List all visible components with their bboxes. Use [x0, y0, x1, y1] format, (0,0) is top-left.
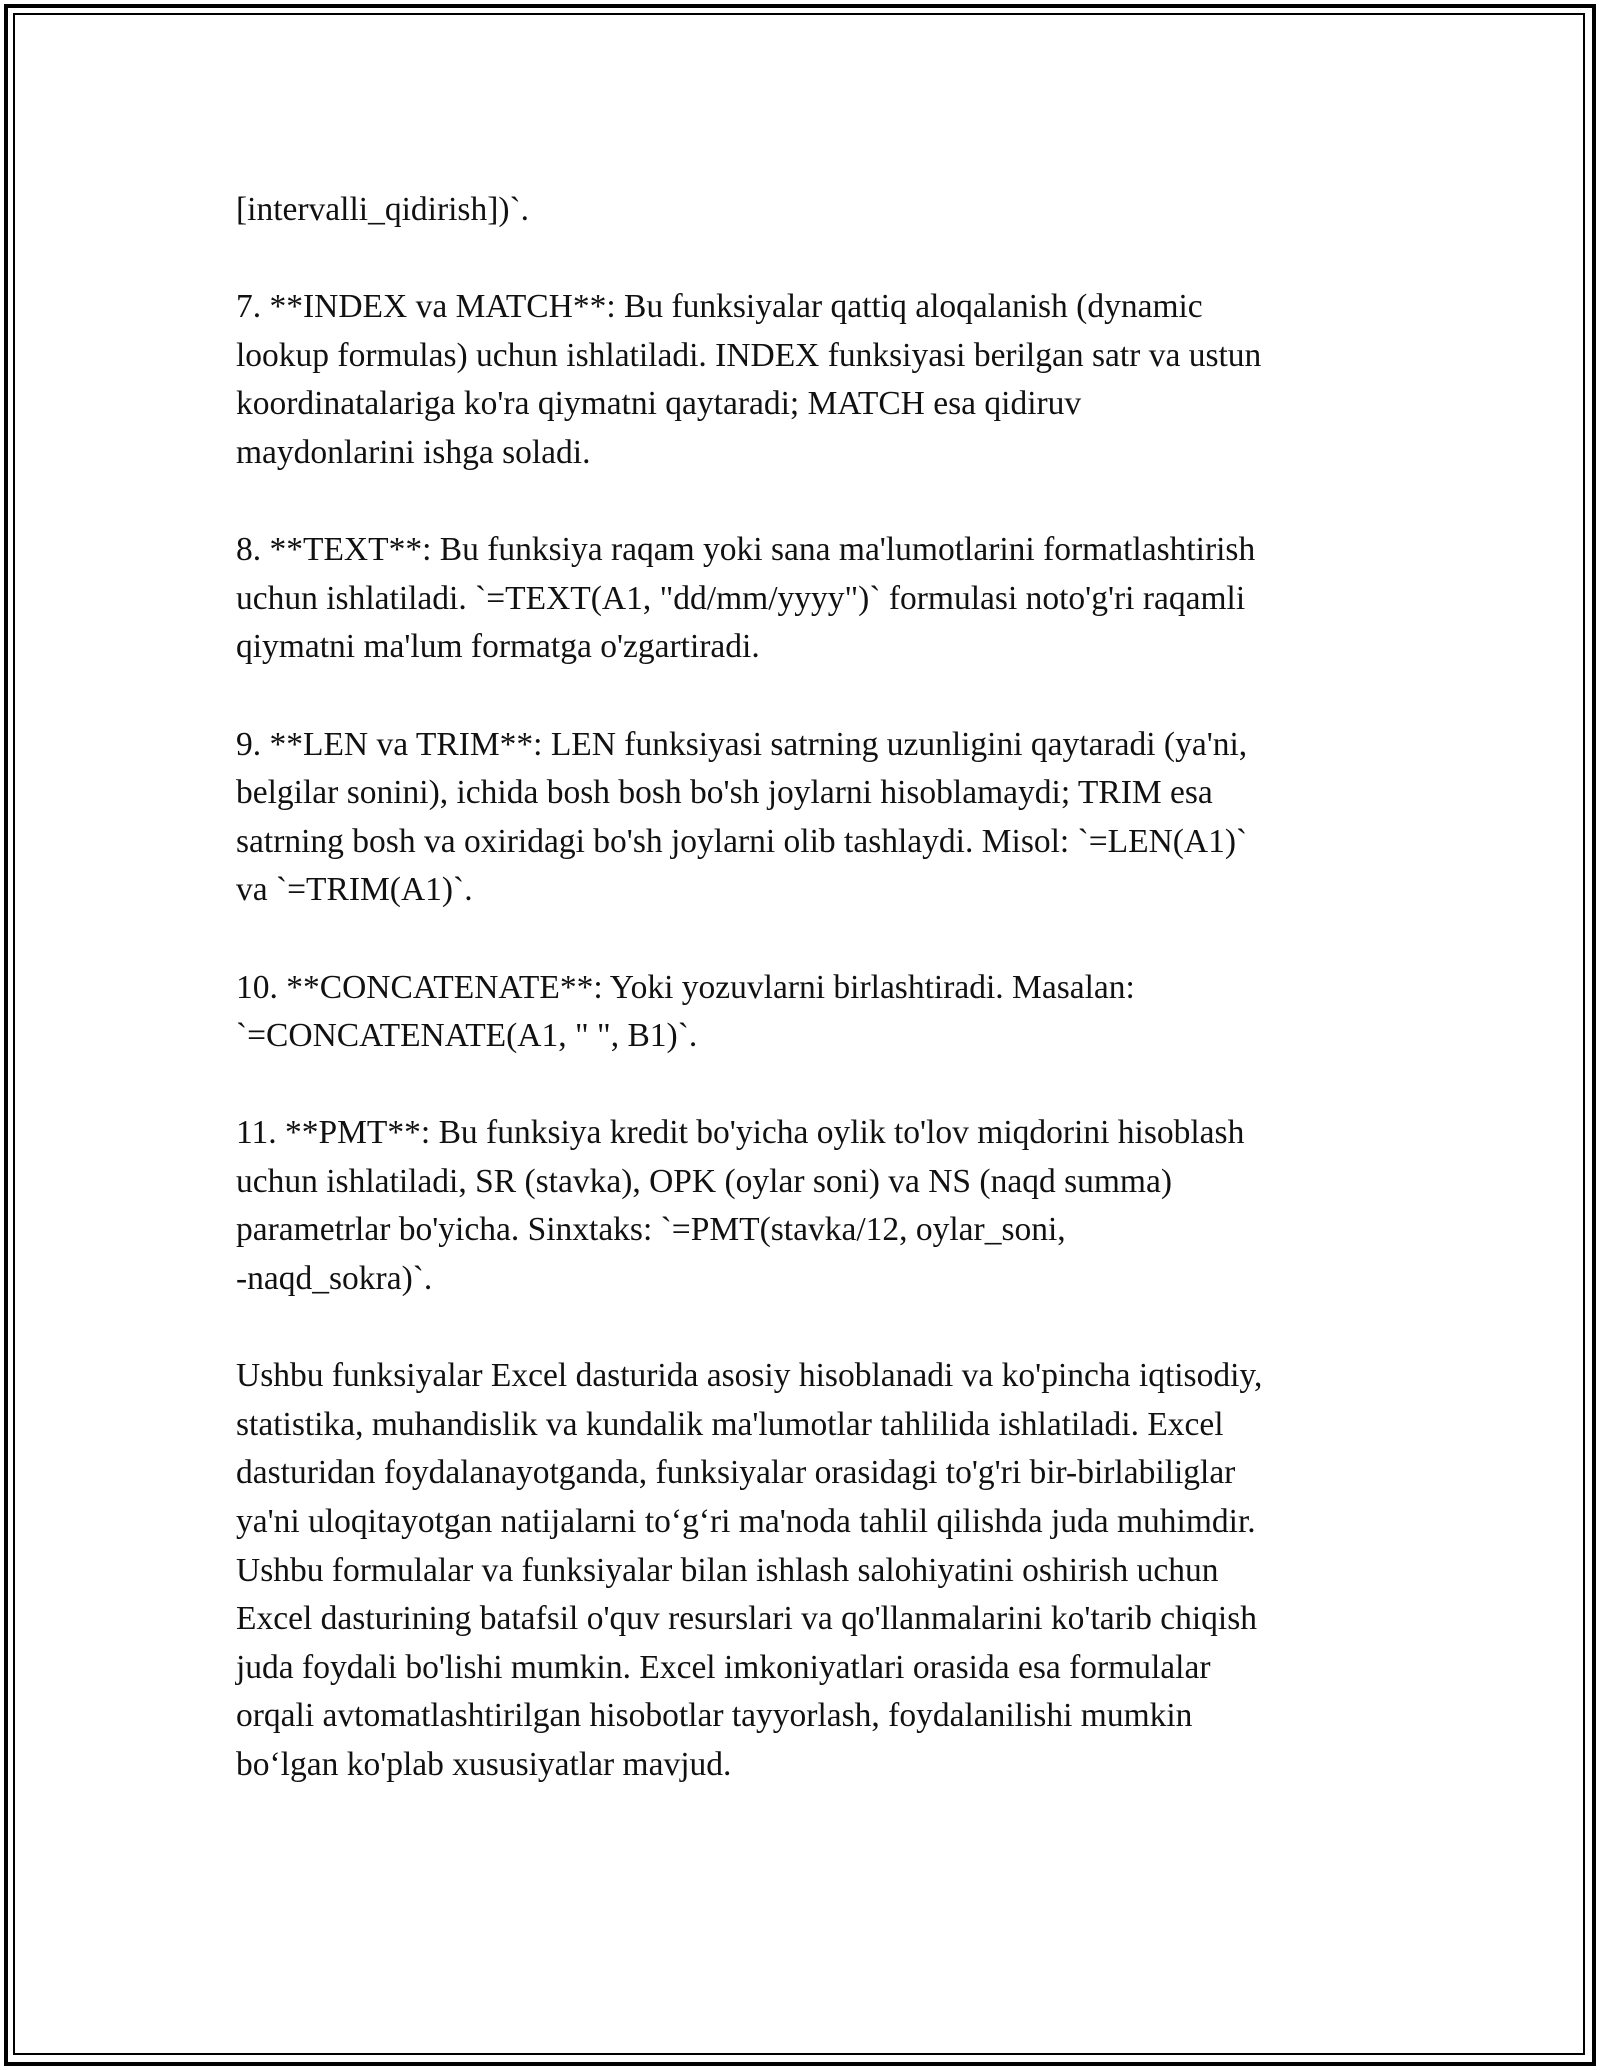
document-body — [236, 186, 1376, 1838]
text-line: 11. **PMT**: Bu funksiya kredit bo'yicha oylik to'lov miqdorini hisoblash — [236, 1114, 1245, 1152]
text-line: satrning bosh va oxiridagi bo'sh joylarni olib tashlaydi. Misol: `=LEN(A1)` — [236, 822, 1248, 860]
paragraph-index-match — [236, 283, 1376, 477]
text-line: belgilar sonini), ichida bosh bosh bo'sh joylarni hisoblamaydi; TRIM esa — [236, 774, 1213, 812]
text-line: 8. **TEXT**: Bu funksiya raqam yoki sana ma'lumotlarini formatlashtirish — [236, 531, 1256, 569]
paragraph-len-trim — [236, 721, 1376, 915]
text-line: koordinatalariga ko'ra qiymatni qaytaradi; MATCH esa qidiruv — [236, 385, 1082, 423]
text-line: [intervalli_qidirish])`. — [236, 191, 530, 228]
text-line: 7. **INDEX va MATCH**: Bu funksiyalar qattiq aloqalanish (dynamic — [236, 288, 1203, 326]
text-line: Ushbu funksiyalar Excel dasturida asosiy hisoblanadi va ko'pincha iqtisodiy, — [236, 1357, 1263, 1395]
text-line: va `=TRIM(A1)`. — [236, 871, 473, 909]
text-line: 9. **LEN va TRIM**: LEN funksiyasi satrning uzunligini qaytaradi (ya'ni, — [236, 725, 1248, 763]
text-line: uchun ishlatiladi. `=TEXT(A1, "dd/mm/yyyy")` formulasi noto'g'ri raqamli — [236, 579, 1246, 617]
text-line: Excel dasturining batafsil o'quv resurslari va qo'llanmalarini ko'tarib chiqish — [236, 1600, 1257, 1638]
paragraph-summary — [236, 1352, 1376, 1789]
text-line: Ushbu formulalar va funksiyalar bilan ishlash salohiyatini oshirish uchun — [236, 1551, 1219, 1589]
text-line: bo‘lgan ko'plab xususiyatlar mavjud. — [236, 1746, 732, 1783]
text-line: juda foydali bo'lishi mumkin. Excel imkoniyatlari orasida esa formulalar — [236, 1648, 1211, 1686]
text-line: statistika, muhandislik va kundalik ma'lumotlar tahlilida ishlatiladi. Excel — [236, 1405, 1224, 1443]
text-line: orqali avtomatlashtirilgan hisobotlar tayyorlash, foydalanilishi mumkin — [236, 1697, 1193, 1735]
text-line: lookup formulas) uchun ishlatiladi. INDEX funksiyasi berilgan satr va ustun — [236, 336, 1262, 374]
text-line: dasturidan foydalanayotganda, funksiyalar orasidagi to'g'ri bir-birlabiliglar — [236, 1454, 1236, 1492]
paragraph-vlookup-tail — [236, 186, 1376, 235]
paragraph-pmt — [236, 1109, 1376, 1303]
text-line: maydonlarini ishga soladi. — [236, 433, 591, 471]
text-line: parametrlar bo'yicha. Sinxtaks: `=PMT(stavka/12, oylar_soni, — [236, 1211, 1066, 1249]
paragraph-concatenate — [236, 964, 1376, 1061]
text-line: qiymatni ma'lum formatga o'zgartiradi. — [236, 628, 760, 666]
text-line: `=CONCATENATE(A1, " ", B1)`. — [236, 1017, 698, 1055]
text-line: ya'ni uloqitayotgan natijalarni to‘g‘ri ma'noda tahlil qilishda juda muhimdir. — [236, 1503, 1256, 1541]
paragraph-text — [236, 526, 1376, 672]
text-line: 10. **CONCATENATE**: Yoki yozuvlarni birlashtiradi. Masalan: — [236, 968, 1135, 1006]
text-line: uchun ishlatiladi, SR (stavka), OPK (oylar soni) va NS (naqd summa) — [236, 1162, 1173, 1200]
text-line: -naqd_sokra)`. — [236, 1260, 433, 1298]
